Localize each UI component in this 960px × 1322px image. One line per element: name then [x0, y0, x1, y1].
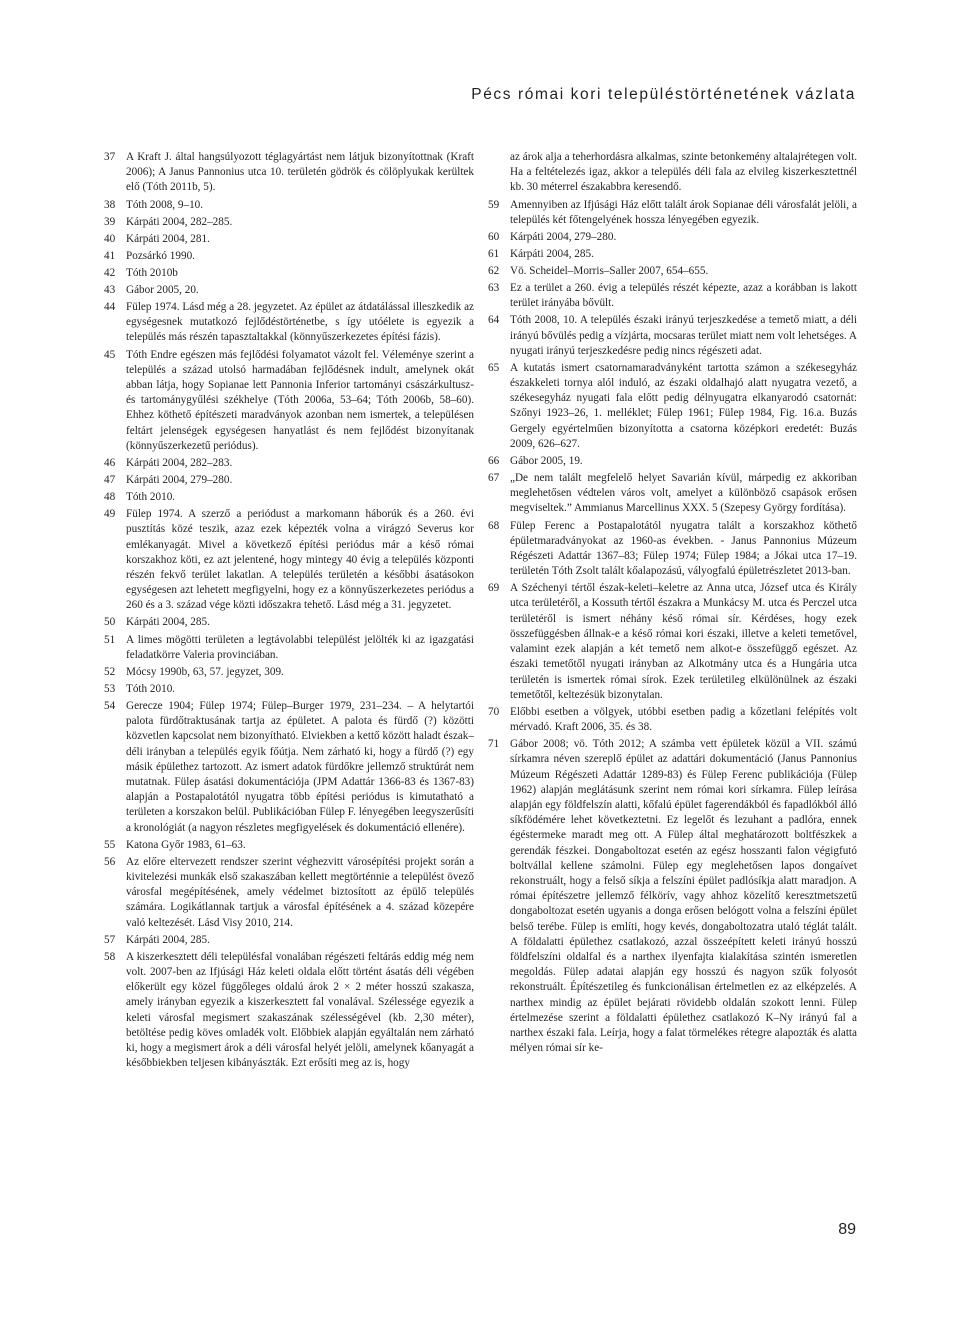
- footnote: [104, 150, 474, 196]
- footnote: [488, 581, 857, 703]
- footnote-text: Tóth 2010b: [126, 266, 178, 279]
- page-number: 89: [838, 1221, 856, 1238]
- footnote-text: Katona Győr 1983, 61–63.: [126, 838, 246, 851]
- footnote-text: Az előre eltervezett rendszer szerint véghezvitt városépítési projekt során a kivitelezési munkák első szakaszában kellett megtörténnie a települést övező városfal megépítésének, amely védelmet biztosított az épülő település számára. Logikátlannak tartjuk a városfal építésének a 4. század közepére való keltezését. Lásd Visy 2010, 214.: [126, 855, 474, 929]
- footnote-text: Gerecze 1904; Fülep 1974; Fülep–Burger 1979, 231–234. – A helytartói palota fürdőtraktusának tartja az épületet. A palota és fürdő (?) közötti közvetlen kapcsolat nem bizonyítható. Elviekben a kettő között haladt észak–déli irányban a település egyik főútja. Nem zárható ki, hogy a fürdő (?) egy másik épülethez tartozott. Az ismert adatok fürdőkre jellemző struktúrát nem mutatnak. Fülep ásatási dokumentációja (JPM Adattár 1366-83 és 1367-83) alapján a Postapalotától nyugatra több építési periódus is kimutatható a területen a korszakon belül. Publikációban Fülep F. lényegében leegyszerűsíti a kronológiát (a nagyon részletes megfigyelések és dokumentáció ellenére).: [126, 700, 474, 834]
- footnote-text: Kárpáti 2004, 282–283.: [126, 456, 233, 469]
- footnote-text: Kárpáti 2004, 285.: [510, 247, 594, 260]
- footnote-text: „De nem talált megfelelő helyet Savarián kívül, márpedig ez akkoriban meglehetősen védtelen város volt, amelyet a különböző csapások erősen megviseltek.” Ammianus Marcellinus XXX. 5 (Szepesy György fordítása).: [510, 472, 857, 515]
- footnote-number: 64: [488, 314, 500, 327]
- footnote: [488, 454, 857, 469]
- footnote: [104, 855, 474, 931]
- footnote-text: Gábor 2008; vö. Tóth 2012; A számba vett épületek közül a VII. számú sírkamra néven szereplő épület az adattári dokumentáció (Janus Pannonius Múzeum Régészeti Adattár 1289-83) és Fülep Ferenc publikációja (Fülep 1962) alapján meglátásunk szerint nem római kori sírkamra. Fülep leírása alapján egy földfelszín alatti, kőfalú épület fagerendákból és fapadlókból álló síkfödémére lehet következtetni. Ez legelőt és lezuhant a padlóra, ennek égéstermeke maradt meg ott. A Fülep által meghatározott boltfészkek a gerendák fészkei. Dongaboltozat esetén az egész hosszanti falon végigfutó boltvállal kellene számolni. Fülep egy meglehetősen lapos dongaívet rekonstruált, hogy a felső síkja a felszíni épület padlósíkja alatt maradjon. A római építészetre jellemző félkörív, vagy ahhoz közelítő keresztmetszetű dongaboltozat esetén ugyanis a donga erősen belógott volna a felszíni épület belső terébe. Fülep is említi, hogy kevés, dongaboltozatra utaló téglát talált. A földalatti épülethez csatlakozó, azzal összeépített keleti irányú hosszú földfelszíni oldalfal és a narthex ilyenfajta kialakítása szintén ismeretlen megoldás. Fülep adatai alapján egy hosszú és nagyon szűk folyosót rekonstruált. Építészetileg és funkcionálisan értelmetlen ez az elképzelés. A narthex mindig az épület bejárati rövidebb oldalán szokott lenni. Fülep értelmezése szerint a földalatti épülethez csatlakozó K–Ny irányú fal a narthex északi fala. Leírja, hogy a falat törmelékes rétegre alapozták és alatta mélyen római sír ke-: [510, 738, 857, 1055]
- footnote-number: 40: [104, 232, 116, 245]
- footnote: [104, 283, 474, 298]
- footnote-number: 45: [104, 348, 116, 361]
- running-head: Pécs római kori településtörténetének vázlata: [471, 86, 856, 103]
- footnote-number: 54: [104, 700, 116, 713]
- footnote-text: A limes mögötti területen a legtávolabbi települést jelölték ki az igazgatási feladatkörre Valeria provinciában.: [126, 633, 474, 661]
- footnote-text: A Széchenyi tértől észak-keleti–keletre az Anna utca, József utca és Király utca területéről, a Kossuth tértől északra a Munkácsy M. utca és Perczel utca területéről is ismert néhány késő római sír. Kérdéses, hogy ezek összefüggésben állnak-e a késő római kori északi, illetve a keleti temetővel, valamint ezek alapján a két temető nem alkot-e összefüggő egészet. Az északi temetőtől nyugati irányban az Alkotmány utca és a Hungária utca területén is ismertek római sírok. Ezek területileg elkülönülnek az északi temetőtől, keltezésük bizonytalan.: [510, 582, 857, 701]
- footnote-number: 41: [104, 249, 116, 262]
- footnote: [104, 665, 474, 680]
- footnote: [488, 361, 857, 452]
- footnote-number: 51: [104, 633, 116, 646]
- footnote: [104, 490, 474, 505]
- footnote-text: Tóth 2008, 9–10.: [126, 198, 204, 211]
- footnote-number: 49: [104, 508, 116, 521]
- footnote-text: Kárpáti 2004, 282–285.: [126, 215, 233, 228]
- footnote-text: Fülep 1974. A szerző a periódust a markomann háborúk és a 260. évi pusztítás közé teszik, azaz ezek képezték volna a virágzó Severus kor emlékanyagát. Mivel a következő építési periódus már a késő római korszakhoz köti, ez azt jelentené, hogy mintegy 40 évig a település központi részén fekvő terület lakatlan. A település területén a későbbi ásatásokon egységesen azt lehetett megfigyelni, hogy ez a könnyűszerkezetes periódus a 260 és a 3. század vége közti időszakra tehető. Lásd még a 31. jegyzetet.: [126, 508, 474, 612]
- footnote-text: Gábor 2005, 20.: [126, 283, 199, 296]
- footnote-text: Tóth 2008, 10. A település északi irányú terjeszkedése a temető miatt, a déli irányú bővülés pedig a vízjárta, mocsaras terület miatt nem volt lehetséges. A nyugati irányú terjeszkedésre pedig nincs régészeti adat.: [510, 314, 857, 357]
- footnote: [488, 230, 857, 245]
- footnote: [488, 150, 857, 196]
- footnote: [104, 232, 474, 247]
- footnote-number: 68: [488, 519, 500, 532]
- footnote-text: Tóth Endre egészen más fejlődési folyamatot vázolt fel. Véleménye szerint a település a század utolsó harmadában fejlődésnek indult, amelynek okát abban látja, hogy Sopianae lett Pannonia Inferior tartományi császárkultusz- és tartománygyűlési székhelye (Tóth 2006a, 53–64; Tóth 2006b, 58–60). Ehhez köthető építészeti maradványok azonban nem ismertek, a településen feltárt jelenségek egységesen hanyatlást és nem fejlődést bizonyítanak (könnyűszerkezetű periódus).: [126, 348, 474, 452]
- footnote-number: 61: [488, 247, 500, 260]
- footnote-number: 60: [488, 230, 500, 243]
- footnote-text: A kutatás ismert csatornamaradványként tartotta számon a székesegyház északkeleti tornya alól induló, az északi oldalhajó alatt nyugatra vezető, a székesegyház nyugati fala előtt pedig délnyugatra elkanyarodó csatornát: Szőnyi 1923–26, 1. melléklet; Fülep 1961; Fülep 1984, Fig. 16.a. Buzás Gergely egyértelműen bizonyította a csatorna középkori eredetét: Buzás 2009, 626–627.: [510, 361, 857, 450]
- footnote-number: 38: [104, 198, 116, 211]
- footnote-number: 52: [104, 665, 116, 678]
- footnote-number: 43: [104, 283, 116, 296]
- footnote-text: Gábor 2005, 19.: [510, 454, 583, 467]
- footnote-number: 57: [104, 933, 116, 946]
- footnote-number: 70: [488, 705, 500, 718]
- footnote-text: Kárpáti 2004, 281.: [126, 232, 210, 245]
- footnote: [104, 699, 474, 836]
- footnote-number: 63: [488, 282, 500, 295]
- footnote-number: 56: [104, 855, 116, 868]
- footnote-text: A Kraft J. által hangsúlyozott téglagyártást nem látjuk bizonyítottnak (Kraft 2006); A Janus Pannonius utca 10. területén gödrök és cölöplyukak kerültek elő (Tóth 2011b, 5).: [126, 151, 474, 194]
- footnote-text: az árok alja a teherhordásra alkalmas, szinte betonkemény altalajrétegen volt. Ha a feltételezés igaz, akkor a település déli fala az elvileg kiszerkesztettnél kb. 30 méterrel északabbra keresendő.: [510, 151, 857, 194]
- footnote: [104, 348, 474, 454]
- footnote: [104, 507, 474, 613]
- footnote-number: 62: [488, 264, 500, 277]
- footnote: [104, 249, 474, 264]
- footnotes-left-column: [104, 150, 474, 1073]
- footnote: [104, 300, 474, 346]
- footnote-number: 37: [104, 151, 116, 163]
- footnote-number: 50: [104, 616, 116, 629]
- footnote: [488, 281, 857, 311]
- footnote-number: 67: [488, 472, 500, 485]
- footnote-text: Kárpáti 2004, 279–280.: [510, 230, 617, 243]
- footnote-text: Tóth 2010.: [126, 491, 176, 504]
- footnote-number: 65: [488, 361, 500, 374]
- footnote: [104, 473, 474, 488]
- footnote: [104, 456, 474, 471]
- footnote: [104, 633, 474, 663]
- footnote-number: 69: [488, 582, 500, 595]
- footnote-number: 58: [104, 950, 116, 963]
- footnote: [104, 266, 474, 281]
- footnote-text: Kárpáti 2004, 285.: [126, 616, 210, 629]
- footnote-text: Kárpáti 2004, 285.: [126, 933, 210, 946]
- footnote-number: 46: [104, 456, 116, 469]
- footnotes-right-column: [488, 150, 857, 1058]
- footnote-number: 48: [104, 491, 116, 504]
- footnote: [488, 264, 857, 279]
- footnote: [488, 198, 857, 228]
- footnote-number: 59: [488, 198, 500, 211]
- footnote-number: 66: [488, 454, 500, 467]
- footnote-text: Ez a terület a 260. évig a település részét képezte, azaz a korábban is lakott terület irányába bővült.: [510, 282, 857, 310]
- footnote: [104, 950, 474, 1072]
- footnote: [104, 933, 474, 948]
- footnote: [104, 215, 474, 230]
- footnote-text: Kárpáti 2004, 279–280.: [126, 473, 233, 486]
- footnote: [104, 615, 474, 630]
- footnote-text: Pozsárkó 1990.: [126, 249, 195, 262]
- footnote-text: Fülep 1974. Lásd még a 28. jegyzetet. Az épület az átdatálással illeszkedik az egységesnek mutatkozó fejlődéstörténetbe, s így utóélete is egyezik a település más részén tapasztaltakkal (könnyűszerkezetes építési fázis).: [126, 301, 474, 344]
- footnote: [488, 313, 857, 359]
- footnote-number: 53: [104, 682, 116, 695]
- footnote-text: Előbbi esetben a völgyek, utóbbi esetben padig a kőzetlani felépítés volt mérvadó. Kraft 2006, 35. és 38.: [510, 705, 857, 733]
- footnote: [488, 737, 857, 1056]
- footnote-number: 42: [104, 266, 116, 279]
- footnote-number: 55: [104, 838, 116, 851]
- footnote-number: 47: [104, 473, 116, 486]
- footnote-number: 39: [104, 215, 116, 228]
- footnote-text: A kiszerkesztett déli településfal vonalában régészeti feltárás eddig még nem volt. 2007-ben az Ifjúsági Ház keleti oldala előtt történt ásatás déli végében előkerült egy közel függőleges oldalú árok 2 × 2 méter hosszú szakasza, amely irányban egyezik a kiszerkesztett fal vonalával. Szélessége egyezik a keleti városfal megismert szakaszának szélességével (kb. 2,30 méter), betöltése pedig köves omladék volt. Előbbiek alapján egyáltalán nem zárható ki, hogy a megismert árok a déli városfal helyét jelöli, amelynek kőanyagát a későbbiekben teljesen kibányászták. Ezt erősíti meg az is, hogy: [126, 950, 474, 1070]
- footnote-text: Amennyiben az Ifjúsági Ház előtt talált árok Sopianae déli városfalát jelöli, a település két főtengelyének hossza lényegében egyezik.: [510, 198, 857, 226]
- footnote: [104, 198, 474, 213]
- footnote-number: 44: [104, 301, 116, 314]
- footnote-text: Vö. Scheidel–Morris–Saller 2007, 654–655.: [510, 264, 709, 277]
- footnote: [104, 838, 474, 853]
- footnote-text: Fülep Ferenc a Postapalotától nyugatra talált a korszakhoz köthető épületmaradványokat az 1960-as években. - Janus Pannonius Múzeum Régészeti Adattár 1367–83; Fülep 1974; Fülep 1984; a Jókai utca 17–19. területén Tóth Zsolt talált kőalapozású, vályogfalú épületrészletet 2013-ban.: [510, 519, 857, 578]
- footnote: [488, 519, 857, 580]
- footnote: [488, 471, 857, 517]
- footnote-text: Tóth 2010.: [126, 682, 176, 695]
- footnote-number: 71: [488, 738, 500, 751]
- footnote: [488, 705, 857, 735]
- footnote-number: [488, 150, 510, 196]
- footnote: [488, 247, 857, 262]
- footnote: [104, 682, 474, 697]
- footnote-text: Mócsy 1990b, 63, 57. jegyzet, 309.: [126, 665, 284, 678]
